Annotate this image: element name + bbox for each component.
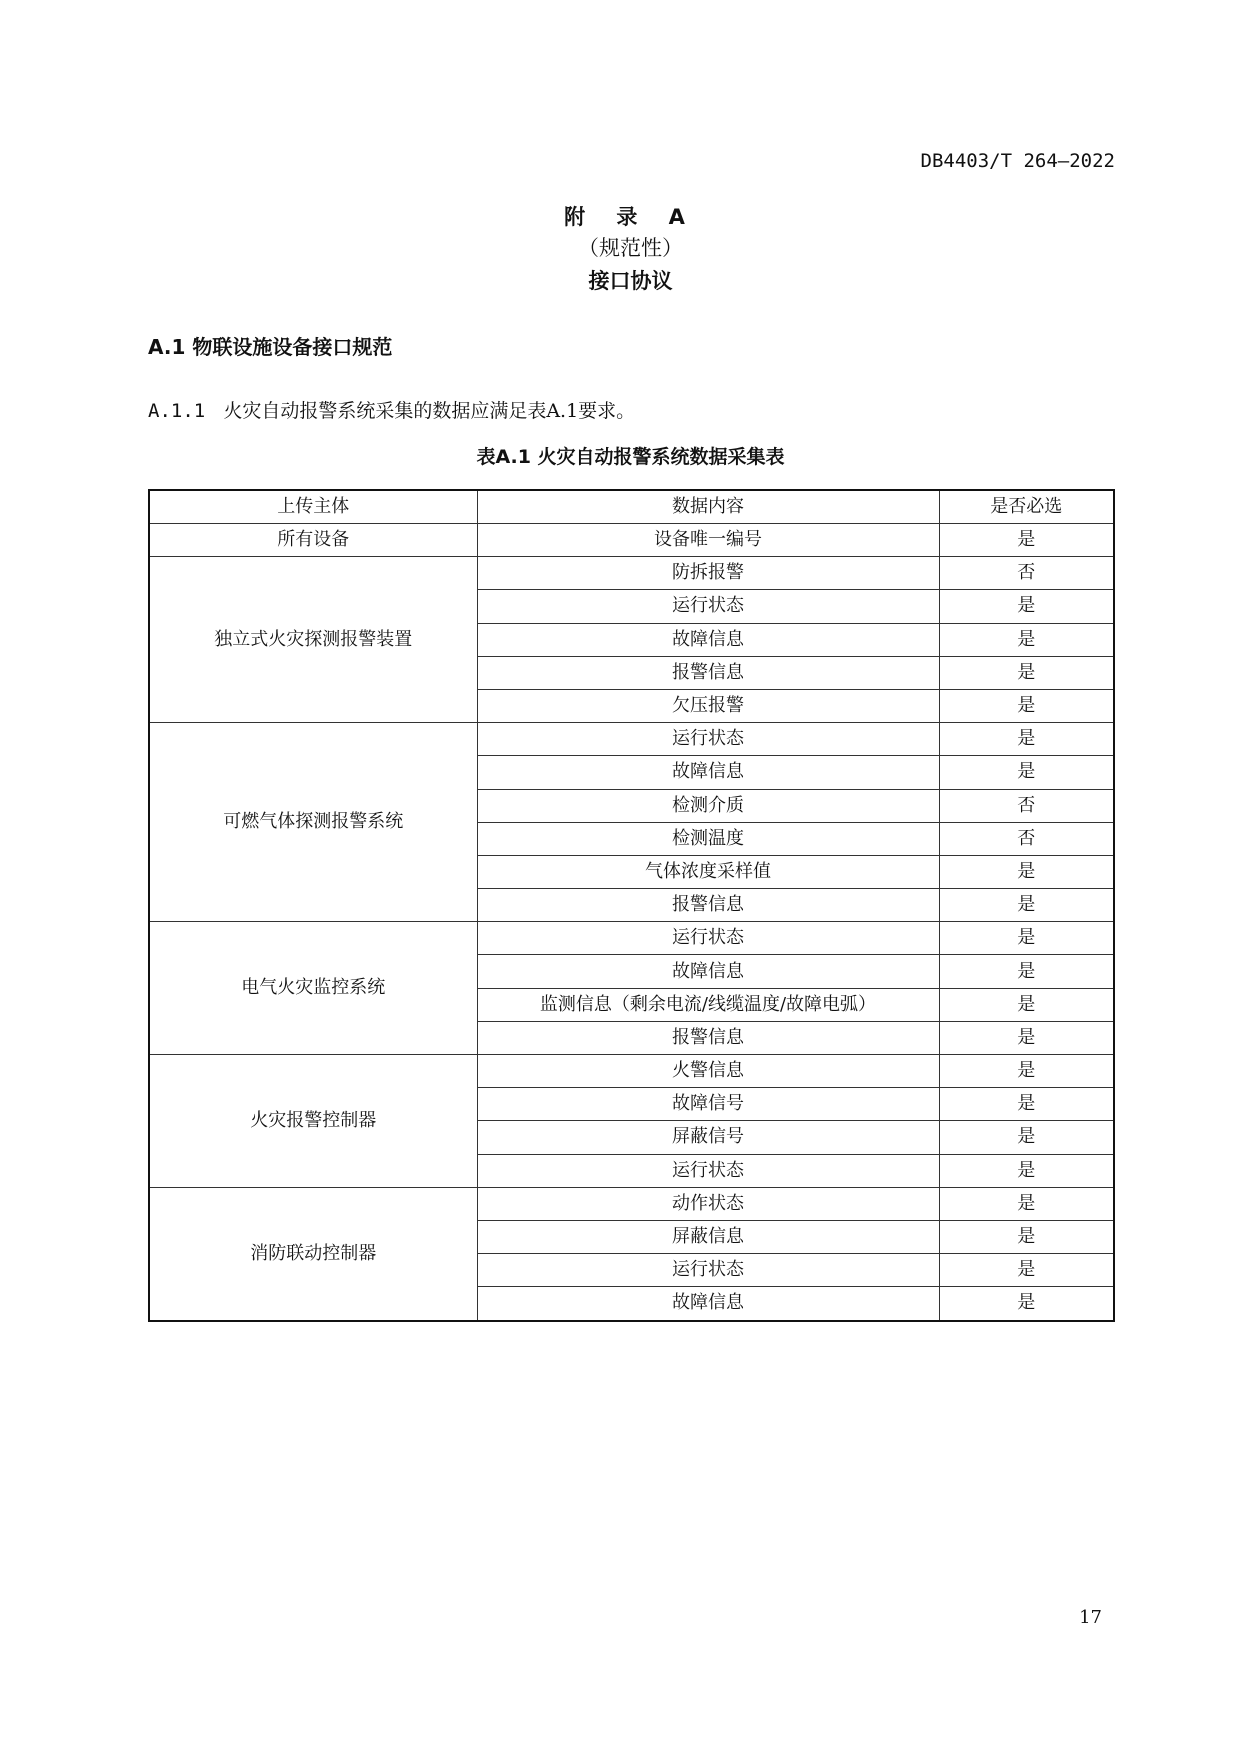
cell-required: 是 [939, 1287, 1114, 1321]
cell-content: 运行状态 [477, 1154, 939, 1187]
appendix-subject: 接口协议 [588, 269, 673, 293]
table-body [149, 524, 1114, 1321]
cell-content: 屏蔽信号 [477, 1121, 939, 1154]
cell-required: 是 [939, 756, 1114, 789]
table-caption: 表A.1 火灾自动报警系统数据采集表 [476, 446, 785, 468]
cell-content: 报警信息 [477, 656, 939, 689]
cell-required: 否 [939, 557, 1114, 590]
appendix-title: 附 录 A [564, 205, 697, 229]
cell-content: 屏蔽信息 [477, 1220, 939, 1253]
cell-content: 火警信息 [477, 1055, 939, 1088]
table-row [149, 1187, 1114, 1220]
cell-required: 是 [939, 689, 1114, 722]
cell-content: 气体浓度采样值 [477, 855, 939, 888]
cell-required: 是 [939, 988, 1114, 1021]
cell-content: 运行状态 [477, 922, 939, 955]
cell-required: 是 [939, 524, 1114, 557]
cell-required: 是 [939, 1154, 1114, 1187]
clause-text: 火灾自动报警系统采集的数据应满足表A.1要求。 [223, 400, 636, 422]
cell-required: 是 [939, 922, 1114, 955]
clause-paragraph [148, 396, 635, 423]
cell-required: 是 [939, 1021, 1114, 1054]
cell-content: 监测信息（剩余电流/线缆温度/故障电弧） [477, 988, 939, 1021]
table-row [149, 557, 1114, 590]
cell-content: 故障信息 [477, 623, 939, 656]
cell-required: 是 [939, 1254, 1114, 1287]
cell-required: 是 [939, 955, 1114, 988]
cell-required: 是 [939, 1088, 1114, 1121]
cell-content: 欠压报警 [477, 689, 939, 722]
cell-content: 运行状态 [477, 590, 939, 623]
cell-required: 是 [939, 656, 1114, 689]
cell-content: 动作状态 [477, 1187, 939, 1220]
cell-content: 运行状态 [477, 1254, 939, 1287]
cell-subject: 火灾报警控制器 [149, 1055, 477, 1188]
table-row [149, 524, 1114, 557]
cell-content: 防拆报警 [477, 557, 939, 590]
cell-required: 是 [939, 1055, 1114, 1088]
cell-required: 是 [939, 1220, 1114, 1253]
cell-content: 故障信息 [477, 1287, 939, 1321]
cell-subject: 消防联动控制器 [149, 1187, 477, 1320]
cell-content: 故障信息 [477, 756, 939, 789]
table-row [149, 1055, 1114, 1088]
table-header-row [149, 490, 1114, 524]
cell-subject: 可燃气体探测报警系统 [149, 723, 477, 922]
cell-required: 是 [939, 623, 1114, 656]
page-number: 17 [1079, 1607, 1102, 1628]
cell-content: 故障信号 [477, 1088, 939, 1121]
document-code: DB4403/T 264—2022 [920, 150, 1115, 172]
cell-content: 检测介质 [477, 789, 939, 822]
cell-subject: 独立式火灾探测报警装置 [149, 557, 477, 723]
cell-subject: 电气火灾监控系统 [149, 922, 477, 1055]
clause-number: A.1.1 [148, 400, 206, 422]
cell-required: 否 [939, 822, 1114, 855]
cell-required: 是 [939, 1121, 1114, 1154]
cell-subject: 所有设备 [149, 524, 477, 557]
cell-content: 报警信息 [477, 889, 939, 922]
appendix-nature: （规范性） [578, 236, 683, 260]
cell-required: 是 [939, 1187, 1114, 1220]
cell-content: 检测温度 [477, 822, 939, 855]
table-row [149, 723, 1114, 756]
cell-required: 是 [939, 889, 1114, 922]
cell-content: 设备唯一编号 [477, 524, 939, 557]
cell-content: 运行状态 [477, 723, 939, 756]
cell-required: 是 [939, 723, 1114, 756]
cell-required: 是 [939, 590, 1114, 623]
section-heading: A.1 物联设施设备接口规范 [148, 335, 393, 359]
header-content: 数据内容 [477, 490, 939, 524]
data-collection-table [148, 489, 1115, 1322]
cell-required: 是 [939, 855, 1114, 888]
cell-required: 否 [939, 789, 1114, 822]
header-subject: 上传主体 [149, 490, 477, 524]
cell-content: 故障信息 [477, 955, 939, 988]
cell-content: 报警信息 [477, 1021, 939, 1054]
table-row [149, 922, 1114, 955]
header-required: 是否必选 [939, 490, 1114, 524]
